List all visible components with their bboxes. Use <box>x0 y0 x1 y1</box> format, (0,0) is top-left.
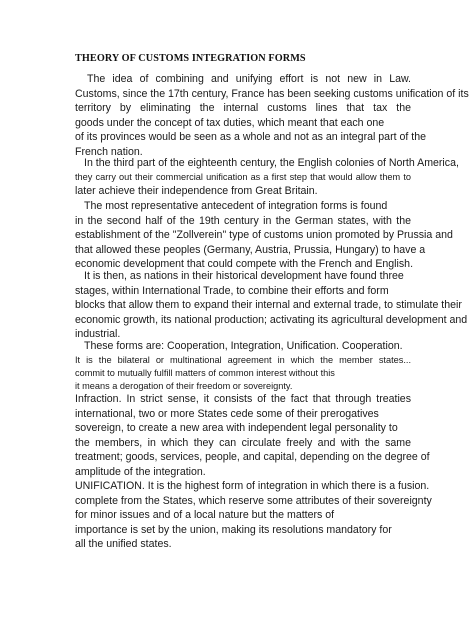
paragraph-unification <box>75 479 432 552</box>
text-line: amplitude of the integration. <box>75 465 206 478</box>
text-line: Customs, since the 17th century, France has been seeking customs unification of its <box>75 87 469 100</box>
text-line: UNIFICATION. It is the highest form of integration in which there is a fusion. <box>75 480 430 492</box>
text-line: stages, within International Trade, to combine their efforts and form <box>75 284 389 297</box>
text-line: In the third part of the eighteenth century, the English colonies of North America, <box>84 157 459 169</box>
document-title: THEORY OF CUSTOMS INTEGRATION FORMS <box>75 53 306 64</box>
text-line: of its provinces would be seen as a whole and not as an integral part of the <box>75 131 426 144</box>
text-line: It is the bilateral or multinational agreement in which the member states... <box>75 354 411 365</box>
text-line: all the unified states. <box>75 538 172 551</box>
text-line: These forms are: Cooperation, Integration, Unification. Cooperation. <box>84 340 403 352</box>
text-line: It is then, as nations in their historical development have found three <box>84 270 404 282</box>
paragraph-cooperation <box>75 339 411 393</box>
text-line: later achieve their independence from Great Britain. <box>75 184 318 197</box>
text-line: goods under the concept of tax duties, which meant that each one <box>75 116 385 129</box>
text-line: economic growth, its national production; activating its agricultural development and <box>75 313 468 326</box>
text-line: for minor issues and of a local nature but the matters of <box>75 509 335 522</box>
text-line: The most representative antecedent of integration forms is found <box>84 200 388 212</box>
paragraph-integration <box>75 392 430 480</box>
text-line: they carry out their commercial unification as a first step that would allow them to <box>75 171 411 182</box>
paragraph-france-unification <box>75 72 469 160</box>
paragraph-three-stages <box>75 269 468 342</box>
text-line: sovereign, to create a new area with independent legal personality to <box>75 422 398 435</box>
text-line: that allowed these peoples (Germany, Austria, Prussia, Hungary) to have a <box>75 243 426 256</box>
paragraph-english-colonies <box>75 156 459 198</box>
text-line: territory by eliminating the internal customs lines that tax the <box>75 102 411 115</box>
text-line: industrial. <box>75 328 121 341</box>
text-line: treatment; goods, services, people, and capital, depending on the degree of <box>75 451 430 464</box>
text-line: economic development that could compete with the French and English. <box>75 258 414 271</box>
text-line: the members, in which they can circulate freely and with the same <box>75 436 411 449</box>
text-line: in the second half of the 19th century in the German states, with the <box>75 214 411 227</box>
text-line: establishment of the "Zollverein" type of customs union promoted by Prussia and <box>75 229 453 242</box>
paragraph-zollverein <box>75 199 453 272</box>
text-line: The idea of combining and unifying effort is not new in Law. <box>87 73 411 85</box>
text-line: international, two or more States cede some of their prerogatives <box>75 407 379 420</box>
text-line: it means a derogation of their freedom or sovereignty. <box>75 380 293 391</box>
text-line: complete from the States, which reserve some attributes of their sovereignty <box>75 494 432 507</box>
text-line: importance is set by the union, making its resolutions mandatory for <box>75 523 392 536</box>
text-line: blocks that allow them to expand their internal and external trade, to stimulate their <box>75 299 462 312</box>
text-line: commit to mutually fulfill matters of common interest without this <box>75 367 335 378</box>
text-line: French nation. <box>75 145 143 158</box>
text-line: Infraction. In strict sense, it consists of the fact that through treaties <box>75 393 411 405</box>
